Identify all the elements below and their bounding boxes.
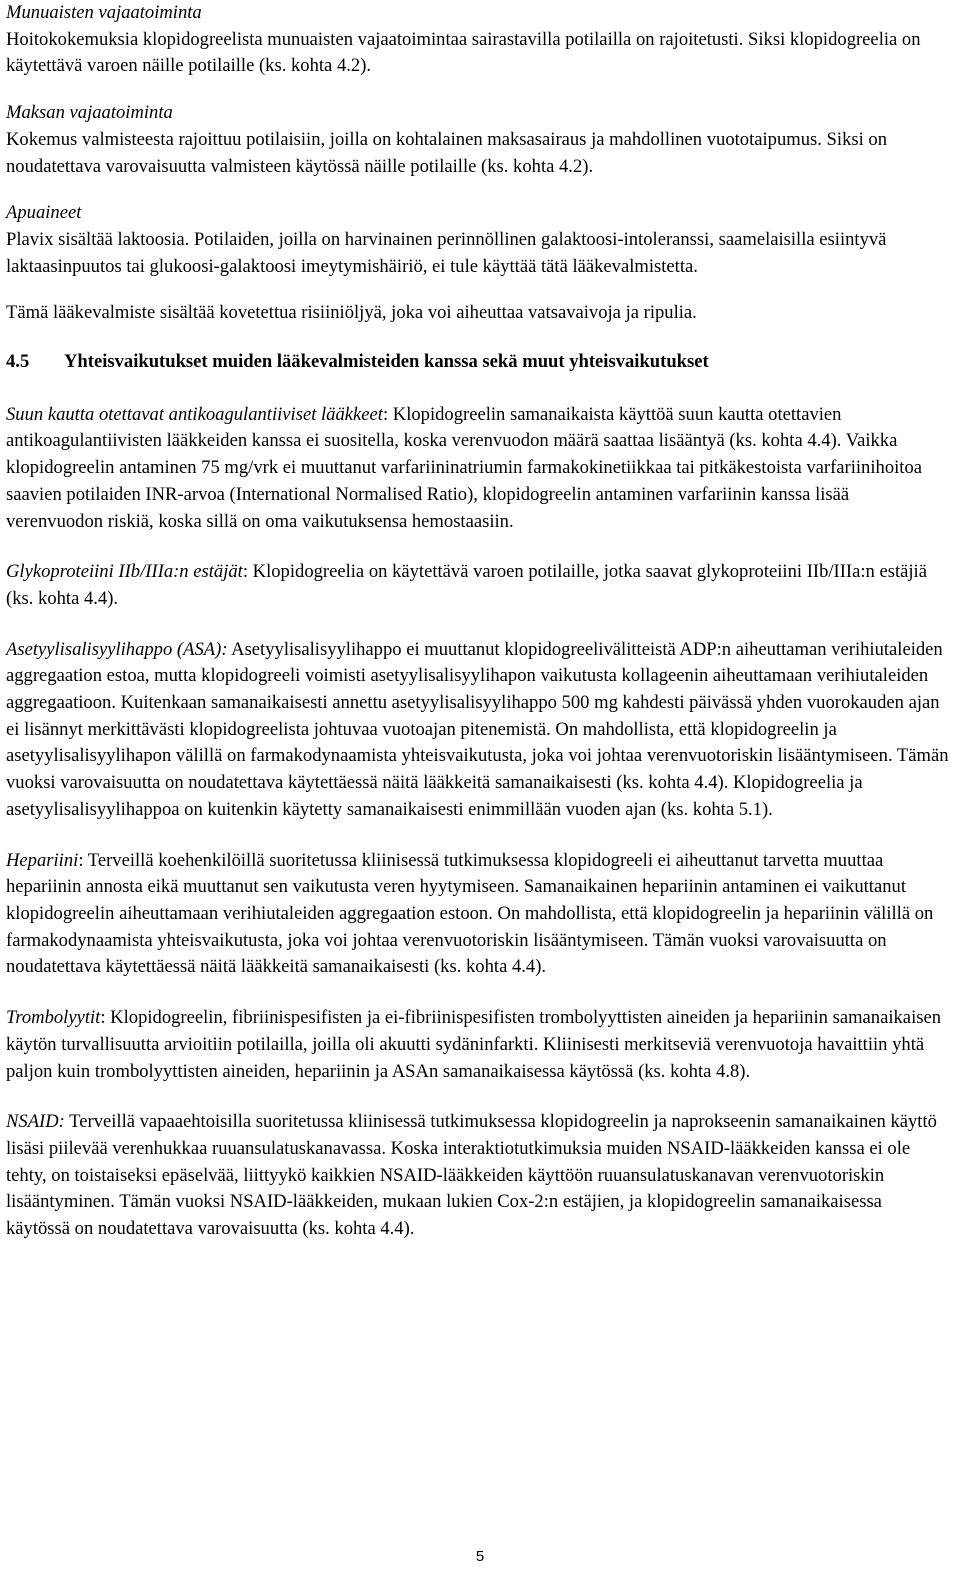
- paragraph-text: Klopidogreelin, fibriinispesifisten ja ei-fibriinispesifisten trombolyyttisten aineiden ja hepariinin samanaikaisen käytön turvallisuutta arvioitiin potilailla, joilla oli akuutti sydäninfarkti. Kliinisesti merkitseviä verenvuotoja havaittiin yhtä paljon kuin trombolyyttisten aineiden, hepariinin ja ASAn samanaikaisessa käytössä (ks. kohta 4.8).: [6, 1007, 942, 1082]
- section-title: Yhteisvaikutukset muiden lääkevalmisteiden kanssa sekä muut yhteisvaikutukset: [64, 351, 709, 373]
- paragraph-label: Glykoproteiini IIb/IIIa:n estäjät: [6, 561, 243, 583]
- paragraph-text: Klopidogreelia on käytettävä varoen potilaille, jotka saavat glykoproteiini IIb/IIIa:n estäjiä (ks. kohta 4.4).: [6, 561, 927, 609]
- section-heading-4-5: [6, 349, 950, 376]
- paragraph-munuaisten-vajaatoiminta: Hoitokokemuksia klopidogreelista munuaisten vajaatoimintaa sairastavilla potilailla on rajoitetusti. Siksi klopidogreelia on käytettävä varoen näille potilaille (ks. kohta 4.2).: [6, 28, 921, 77]
- paragraph-label-colon: :: [242, 561, 249, 583]
- paragraph-label-colon: :: [382, 403, 389, 425]
- paragraph-label: Suun kautta otettavat antikoagulantiiviset lääkkeet: [6, 403, 383, 425]
- paragraph-label: Hepariini: [6, 849, 79, 871]
- paragraph-text: Klopidogreelin samanaikaista käyttöä suun kautta otettavien antikoagulantiivisten lääkkeiden kanssa ei suositella, koska verenvuodon määrä saattaa lisääntyä (ks. kohta 4.4). Vaikka klopidogreelin antaminen 75 mg/vrk ei muuttanut varfariininatriumin farmakokinetiikkaa tai pitkäkestoista varfariinihoitoa saavien potilaiden INR-arvoa (International Normalised Ratio), klopidogreelin antaminen varfariinin kanssa lisää verenvuodon riskiä, koska sillä on oma vaikutuksensa hemostaasiin.: [6, 403, 922, 532]
- heading-maksan-vajaatoiminta: Maksan vajaatoiminta: [6, 102, 173, 124]
- paragraph-text: Terveillä koehenkilöillä suoritetussa kliinisessä tutkimuksessa klopidogreeli ei aiheuttanut tarvetta muuttaa hepariinin annosta eikä muuttanut sen vaikutusta veren hyytymiseen. Samanaikainen hepariinin antaminen ei vaikuttanut klopidogreelin aiheuttamaan verihiutaleiden aggregaation estoon. On mahdollista, että klopidogreelin ja hepariinin välillä on farmakodynaamista yhteisvaikutusta, joka voi johtaa verenvuotoriskin lisääntymiseen. Tämän vuoksi varovaisuutta on noudatettava käytettäessä näitä lääkkeitä samanaikaisesti (ks. kohta 4.4).: [6, 849, 934, 978]
- paragraph-apuaineet-risiiniolja: Tämä lääkevalmiste sisältää kovetettua risiiniöljyä, joka voi aiheuttaa vatsavaivoja ja ripulia.: [6, 302, 697, 324]
- paragraph-glykoproteiini: [6, 559, 950, 612]
- paragraph-label: Asetyylisalisyylihappo (ASA):: [6, 638, 228, 660]
- page-number: 5: [475, 1548, 485, 1565]
- paragraph-label: Trombolyytit: [6, 1007, 101, 1029]
- paragraph-trombolyytit: [6, 1005, 950, 1085]
- paragraph-text: Asetyylisalisyylihappo ei muuttanut klopidogreelivälitteistä ADP:n aiheuttaman verihiutaleiden aggregaation estoa, mutta klopidogreeli voimisti asetyylisalisyylihapon vaikutusta kollageenin aiheuttamaan verihiutaleiden aggregaatioon. Kuitenkaan samanaikaisesti annettu asetyylisalisyylihappo 500 mg kahdesti päivässä yhden vuorokauden ajan ei lisännyt merkittävästi klopidogreelista johtuvaa vuotoajan pitenemistä. On mahdollista, että klopidogreelin ja asetyylisalisyylihapon välillä on farmakodynaamista yhteisvaikutusta, joka voi johtaa verenvuotoriskin lisääntymiseen. Tämän vuoksi varovaisuutta on noudatettava käytettäessä näitä lääkkeitä samanaikaisesti (ks. kohta 4.4). Klopidogreelia ja asetyylisalisyylihappoa on kuitenkin käytetty samanaikaisesti enimmillään vuoden ajan (ks. kohta 5.1).: [6, 638, 949, 820]
- paragraph-hepariini: [6, 848, 950, 982]
- paragraph-maksan-vajaatoiminta: Kokemus valmisteesta rajoittuu potilaisiin, joilla on kohtalainen maksasairaus ja mahdollinen vuototaipumus. Siksi on noudatettava varovaisuutta valmisteen käytössä näille potilaille (ks. kohta 4.2).: [6, 128, 888, 177]
- heading-munuaisten-vajaatoiminta: Munuaisten vajaatoiminta: [6, 2, 202, 23]
- paragraph-antikoagulantit: [6, 402, 950, 536]
- document-page: [6, 0, 950, 1243]
- paragraph-apuaineet-laktoosi: Plavix sisältää laktoosia. Potilaiden, joilla on harvinainen perinnöllinen galaktoosi-intoleranssi, saamelaisilla esiintyvä laktaasinpuutos tai glukoosi-galaktoosi imeytymishäiriö, ei tule käyttää tätä lääkevalmistetta.: [6, 228, 887, 277]
- paragraph-label-colon: :: [78, 849, 84, 871]
- paragraph-nsaid: [6, 1109, 950, 1243]
- paragraph-asetyylisalisyylihappo: [6, 637, 950, 824]
- heading-apuaineet: Apuaineet: [6, 202, 82, 224]
- section-number: 4.5: [6, 351, 30, 373]
- paragraph-label: NSAID:: [6, 1111, 65, 1133]
- paragraph-label-colon: :: [100, 1007, 106, 1029]
- paragraph-text: Terveillä vapaaehtoisilla suoritetussa kliinisessä tutkimuksessa klopidogreelin ja naprokseenin samanaikainen käyttö lisäsi piilevää verenhukkaa ruuansulatuskanavassa. Koska interaktiotutkimuksia muiden NSAID-lääkkeiden kanssa ei ole tehty, on toistaiseksi epäselvää, liittyykö kaikkien NSAID-lääkkeiden käyttöön ruuansulatuskanavan verenvuotoriskin lisääntyminen. Tämän vuoksi NSAID-lääkkeiden, mukaan lukien Cox-2:n estäjien, ja klopidogreelin samanaikaisessa käytössä on noudatettava varovaisuutta (ks. kohta 4.4).: [6, 1111, 937, 1240]
